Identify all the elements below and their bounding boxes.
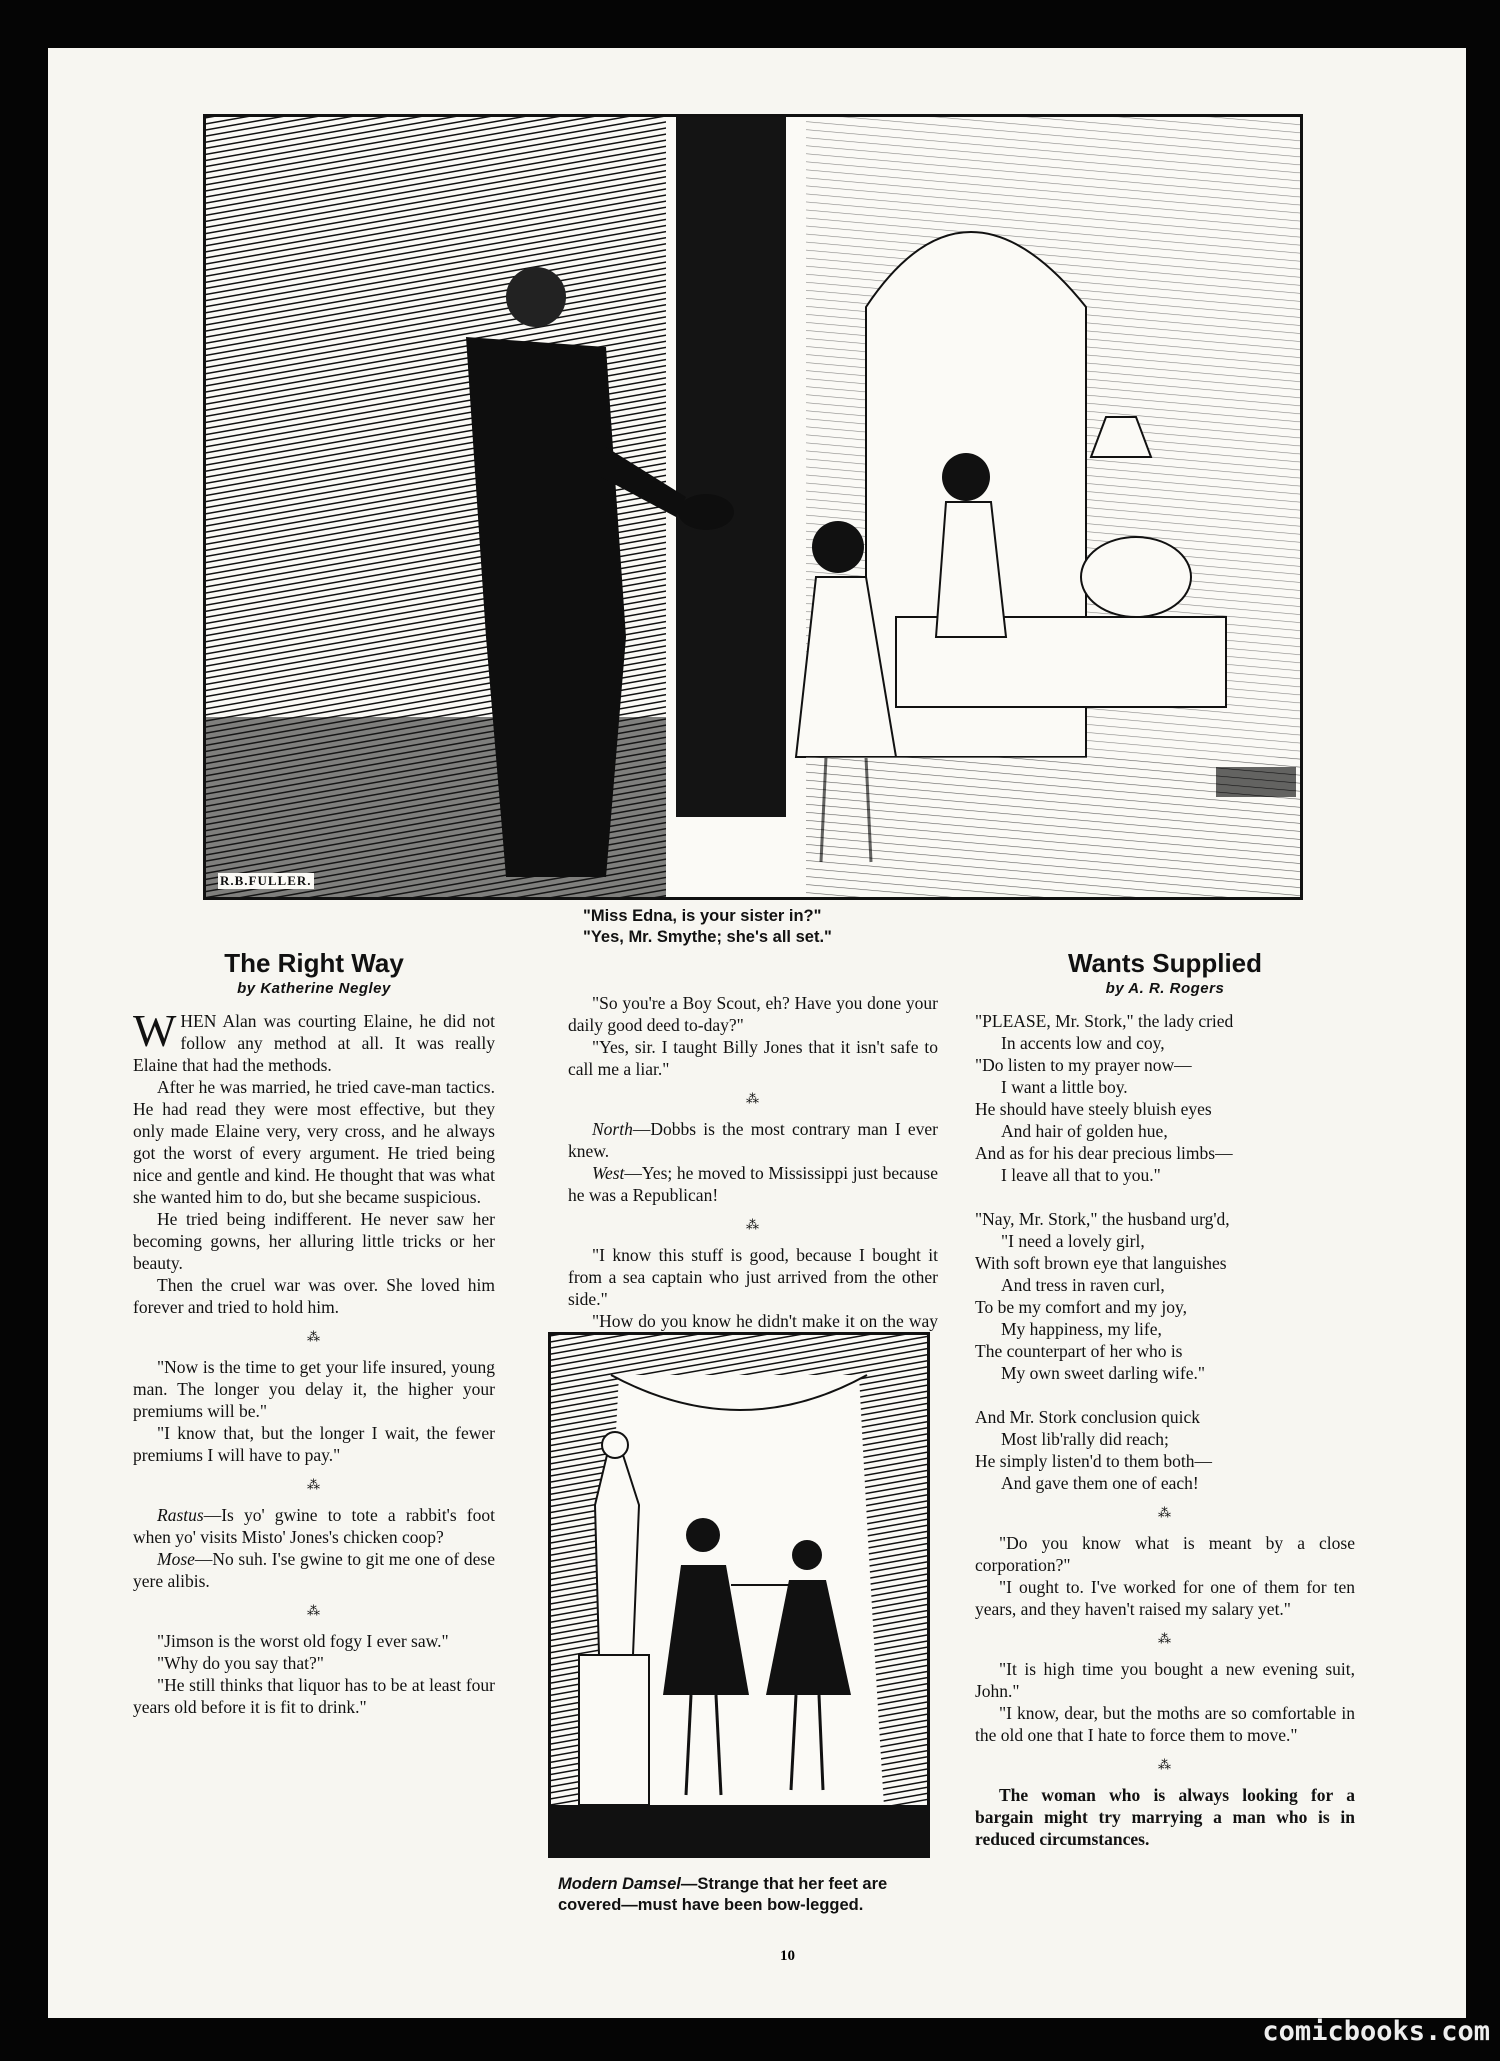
article-title: Wants Supplied [1067,948,1263,978]
middle-column-jokes [568,992,938,1354]
section-ornament: ⁂ [746,1091,760,1106]
section-ornament: ⁂ [1158,1505,1172,1520]
caption-line-1: "Miss Edna, is your sister in?" [583,907,822,925]
joke-line: "It is high time you bought a new evening suit, John." [975,1659,1355,1701]
poem-line: I want a little boy. [1001,1077,1128,1097]
article-byline: by Katherine Negley [237,980,391,997]
poem-line: And gave them one of each! [1001,1473,1199,1493]
poem-line: The counterpart of her who is [975,1341,1183,1361]
caption-text: —Strange that her feet are covered—must have been bow-legged. [558,1875,888,1914]
article-byline: by A. R. Rogers [1105,980,1225,997]
joke-line: "I know, dear, but the moths are so comfortable in the old one that I hate to force them to move." [975,1703,1355,1745]
joke-line: "Now is the time to get your life insured, young man. The longer you delay it, the higher your premiums will be." [133,1357,495,1421]
poem-line: In accents low and coy, [1001,1033,1165,1053]
poem-line: He simply listen'd to them both— [975,1451,1212,1471]
poem-line: My happiness, my life, [1001,1319,1162,1339]
section-ornament: ⁂ [1158,1757,1172,1772]
poem-line: I leave all that to you." [1001,1165,1161,1185]
article-the-right-way [133,948,495,1718]
parlor-scene-drawing [206,117,1300,897]
artist-signature: R.B.FULLER. [220,873,312,888]
joke-line: "Yes, sir. I taught Billy Jones that it isn't safe to call me a liar." [568,1037,938,1079]
joke-line: West—Yes; he moved to Mississippi just because he was a Republican! [568,1163,938,1205]
poem-stanza-gap [975,1384,1355,1406]
joke-line: "Jimson is the worst old fogy I ever saw." [157,1631,449,1651]
paragraph: WHEN Alan was courting Elaine, he did not follow any method at all. It was really Elaine that had the methods. [133,1005,495,1075]
joke-line: "Do you know what is meant by a close corporation?" [975,1533,1355,1575]
joke-line: North—Dobbs is the most contrary man I ever knew. [568,1119,938,1161]
paragraph: He tried being indifferent. He never saw her becoming gowns, her alluring little tricks or her beauty. [133,1209,495,1273]
poem-line: To be my comfort and my joy, [975,1297,1187,1317]
poem-stanza-gap [975,1186,1355,1208]
poem-line: With soft brown eye that languishes [975,1253,1227,1273]
poem-line: Most lib'rally did reach; [1001,1429,1169,1449]
poem [975,1010,1355,1494]
modern-damsel-cartoon [548,1332,930,1858]
modern-damsel-caption [558,1874,930,1916]
joke-line: "So you're a Boy Scout, eh? Have you done your daily good deed to-day?" [568,993,938,1035]
section-ornament: ⁂ [1158,1631,1172,1646]
paragraph: Then the cruel war was over. She loved him forever and tried to hold him. [133,1275,495,1317]
magazine-page [48,48,1466,2018]
top-illustration [203,114,1303,900]
section-ornament: ⁂ [307,1477,321,1492]
poem-line: And hair of golden hue, [1001,1121,1168,1141]
poem-line: "PLEASE, Mr. Stork," the lady cried [975,1011,1234,1031]
caption-title: Modern Damsel [558,1875,681,1893]
page-number: 10 [780,1948,795,1964]
drop-cap: W [133,1005,177,1056]
joke-line: The woman who is always looking for a bargain might try marrying a man who is in reduced circumstances. [975,1785,1355,1849]
section-ornament: ⁂ [746,1217,760,1232]
article-title: The Right Way [224,948,404,978]
joke-line: "I know this stuff is good, because I bought it from a sea captain who just arrived from the other side." [568,1245,938,1309]
joke-line: Mose—No suh. I'se gwine to git me one of dese yere alibis. [133,1549,495,1591]
poem-line: He should have steely bluish eyes [975,1099,1212,1119]
poem-line: "I need a lovely girl, [1001,1231,1145,1251]
paragraph: After he was married, he tried cave-man tactics. He had read they were most effective, but they only made Elaine very, very cross, and he always got the worst of every argument. He tried being nice and gentle and kind. He thought that was what she wanted him to do, but she became suspicious. [133,1077,495,1207]
stage-scene-drawing [551,1335,927,1855]
section-ornament: ⁂ [307,1603,321,1618]
joke-line: "How do you know he didn't make it on the way [592,1311,938,1331]
top-illustration-caption [583,906,832,948]
poem-line: And tress in raven curl, [1001,1275,1165,1295]
poem-line: And as for his dear precious limbs— [975,1143,1233,1163]
joke-line: Rastus—Is yo' gwine to tote a rabbit's foot when yo' visits Misto' Jones's chicken coop? [133,1505,495,1547]
caption-line-2: "Yes, Mr. Smythe; she's all set." [583,928,832,946]
joke-line: "Why do you say that?" [157,1653,324,1673]
section-ornament: ⁂ [307,1329,321,1344]
watermark: comicbooks.com [1262,2016,1490,2047]
poem-line: "Do listen to my prayer now— [975,1055,1192,1075]
joke-line: "I know that, but the longer I wait, the fewer premiums I will have to pay." [133,1423,495,1465]
poem-line: And Mr. Stork conclusion quick [975,1407,1201,1427]
article-wants-supplied [975,948,1355,1850]
poem-line: My own sweet darling wife." [1001,1363,1205,1383]
poem-line: "Nay, Mr. Stork," the husband urg'd, [975,1209,1230,1229]
joke-line: "He still thinks that liquor has to be at least four years old before it is fit to drink." [133,1675,495,1717]
joke-line: "I ought to. I've worked for one of them for ten years, and they haven't raised my salary yet." [975,1577,1355,1619]
